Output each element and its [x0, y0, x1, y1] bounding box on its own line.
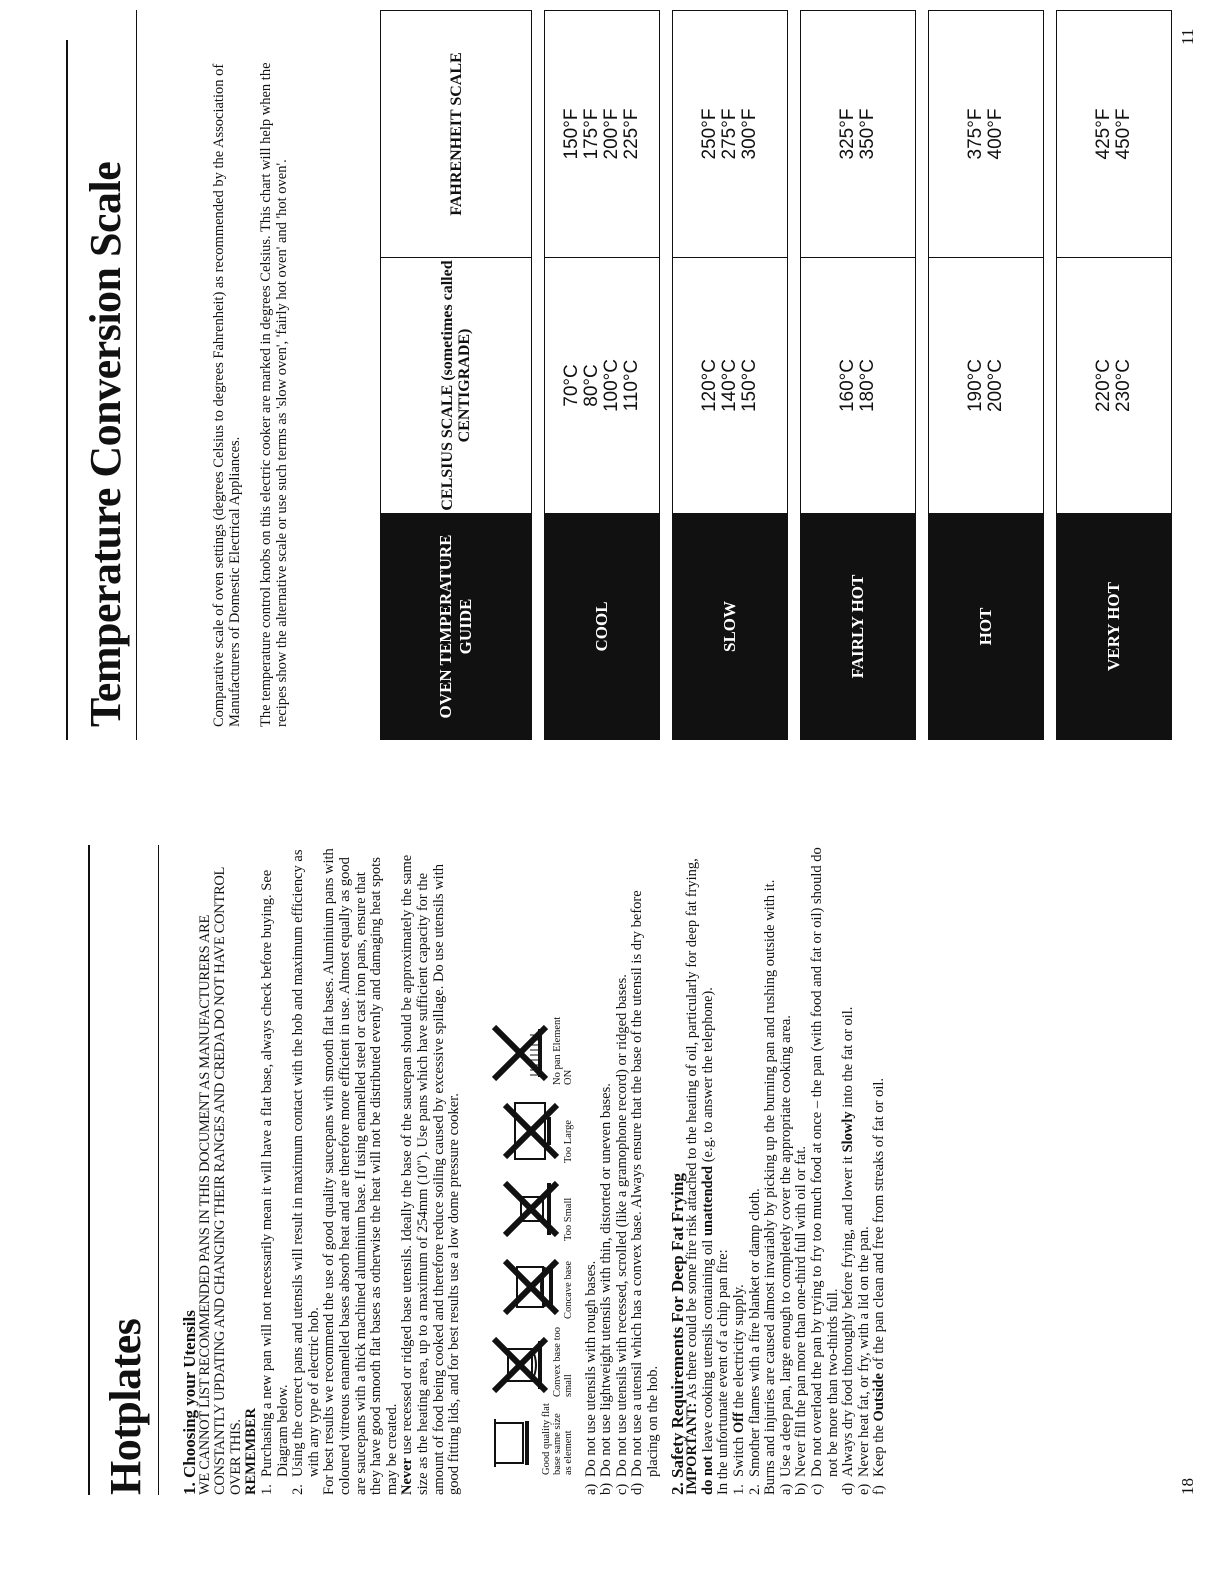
top-rule-left: [88, 845, 90, 1495]
frying-rule: [779, 845, 795, 1495]
list-text: Do not use a utensil which has a convex base. Always ensure that the base of the utensil is dry before placing on the hob.: [629, 890, 662, 1477]
celsius-cell: [545, 258, 659, 514]
fahrenheit-value: 400°F: [985, 108, 1006, 160]
convex-pan-icon: [488, 1333, 550, 1397]
celsius-cell: [1057, 258, 1171, 514]
header-guide: OVEN TEMPERATURE GUIDE: [381, 514, 531, 739]
list-marker: c): [809, 1483, 825, 1495]
list-marker: 1.: [258, 1484, 275, 1495]
list-marker: 1.: [731, 1484, 748, 1495]
list-text: Switch Off the electricity supply.: [731, 1284, 748, 1477]
list-marker: 2.: [290, 1484, 307, 1495]
list-text: Use a deep pan, large enough to completely cover the appropriate cooking area.: [777, 1015, 794, 1477]
chip-pan-intro: In the unfortunate event of a chip pan fire:: [715, 1249, 732, 1495]
remember-list: [260, 845, 322, 1495]
temperature-intro: [212, 27, 290, 727]
frying-rule: [810, 845, 841, 1495]
fahrenheit-value: 175°F: [581, 108, 602, 160]
pan-figure: [499, 1169, 574, 1241]
celsius-value: 160°C: [837, 358, 858, 413]
intro-paragraph-2: The temperature control knobs on this electric cooker are marked in degrees Celsius. This chart will help when the recipes show the alternative scale or use such terms as 'slow oven', 'fairly hot oven' and 'hot oven'.: [258, 62, 290, 727]
fahrenheit-value: 225°F: [621, 108, 642, 160]
table-row: [672, 10, 788, 740]
celsius-value: 220°C: [1093, 358, 1114, 413]
large-pan-icon: [499, 1099, 561, 1163]
frying-rule: [841, 845, 857, 1495]
celsius-value: 180°C: [857, 358, 878, 413]
title-rule-right: [136, 10, 137, 740]
chip-pan-step: [732, 845, 748, 1495]
celsius-value: 230°C: [1113, 358, 1134, 413]
pan-diagram: [477, 845, 574, 1475]
fahrenheit-value: 300°F: [739, 108, 760, 160]
chip-pan-steps: [732, 845, 763, 1495]
important-notice: IMPORTANT: As there could be some fire risk attached to the heating of oil, particularly for deep fat frying, do not leave cooking utensils containing oil unattended (e.g. to answer the telephone).: [684, 858, 716, 1495]
pan-caption: Too Small: [562, 1197, 574, 1241]
list-marker: b): [598, 1482, 615, 1495]
frying-rule: [794, 845, 810, 1495]
pan-caption: Concave base: [562, 1260, 574, 1319]
list-marker: d): [629, 1482, 646, 1495]
fahrenheit-value: 275°F: [719, 108, 740, 160]
celsius-value: 200°C: [985, 358, 1006, 413]
list-marker: a): [777, 1483, 794, 1495]
page-number-right: 11: [1178, 28, 1197, 45]
frying-rule: [872, 845, 888, 1495]
oven-guide-cell: VERY HOT: [1057, 514, 1171, 739]
pan-figure: [488, 1325, 574, 1397]
section1-para2: Never use recessed or ridged base utensils. Ideally the base of the saucepan should be approximately the same size as the heating area, up to a maximum of 254mm (10"). Use pans which have sufficient capacity for the amount of food being cooked and therefore reduce soiling caused by excessive spillage. Do use utensils with good fitting lids, and for best results use a low dome pressure cooker.: [399, 854, 463, 1495]
table-row: [800, 10, 916, 740]
list-text: Do not use utensils with rough bases.: [582, 1260, 599, 1477]
list-marker: d): [840, 1482, 857, 1495]
element-on-icon: [488, 1021, 550, 1085]
list-marker: a): [582, 1483, 599, 1495]
list-text: Smother flames with a fire blanket or damp cloth.: [746, 1188, 763, 1477]
dont-item: [584, 845, 600, 1495]
oven-guide-cell: SLOW: [673, 514, 787, 739]
list-marker: f): [871, 1485, 888, 1495]
fahrenheit-value: 250°F: [699, 108, 720, 160]
celsius-cell: [801, 258, 915, 514]
page-number-left: 18: [1178, 1478, 1197, 1495]
fahrenheit-value: 450°F: [1113, 108, 1134, 160]
dont-item: [615, 845, 631, 1495]
remember-label: REMEMBER: [243, 1408, 260, 1495]
fahrenheit-cell: [545, 11, 659, 258]
pan-figure: [499, 1091, 574, 1163]
fahrenheit-cell: [929, 11, 1043, 258]
hotplates-title: Hotplates: [101, 1318, 150, 1495]
fahrenheit-value: 200°F: [601, 108, 622, 160]
celsius-value: 150°C: [739, 358, 760, 413]
table-row: [1056, 10, 1172, 740]
chip-pan-step: [748, 845, 764, 1495]
section1-para1: For best results we recommend the use of good quality saucepans with smooth flat bases. Aluminium pans with coloured vitreous enamelled bases absorb heat and are therefore more efficient in use. Almost equally as good are saucepans with a thick machined aluminium base. If using enamelled steel or cast iron pans, ensure that they have good smooth flat bases as otherwise the heat will not be distributed evenly and damaging heat spots may be created.: [321, 848, 400, 1495]
intro-paragraph-1: Comparative scale of oven settings (degrees Celsius to degrees Fahrenheit) as recommended by the Association of Manufacturers of Domestic Electrical Appliances.: [211, 63, 243, 727]
frying-rules: [779, 845, 888, 1495]
table-row: [928, 10, 1044, 740]
list-marker: c): [613, 1483, 630, 1495]
pan-caption: Good quality flat base same size as element: [540, 1403, 574, 1475]
pan-caption: Convex base too small: [551, 1327, 574, 1397]
section2-heading: 2. Safety Requirements For Deep Fat Frying: [667, 1173, 687, 1495]
oven-guide-cell: FAIRLY HOT: [801, 514, 915, 739]
celsius-cell: [673, 258, 787, 514]
list-text: Never heat fat, or fry, with a lid on the pan.: [855, 1226, 872, 1477]
fahrenheit-value: 425°F: [1093, 108, 1114, 160]
title-rule-left: [158, 845, 159, 1495]
section1-intro: WE CANNOT LIST RECOMMENDED PANS IN THIS DOCUMENT AS MANUFACTURERS ARE CONSTANTLY UPDATING AND CHANGING THEIR RANGES AND CREDA DO NOT HAVE CONTROL OVER THIS.: [196, 867, 244, 1495]
celsius-value: 120°C: [699, 358, 720, 413]
temperature-table: [380, 10, 1184, 740]
list-text: Never fill the pan more than one-third full with oil or fat.: [793, 1146, 810, 1477]
pan-figure: [499, 1247, 574, 1319]
pan-figure: [477, 1403, 574, 1475]
celsius-value: 70°C: [561, 364, 582, 407]
dont-item: [599, 845, 615, 1495]
celsius-value: 80°C: [581, 364, 602, 407]
concave-pan-icon: [499, 1255, 561, 1319]
celsius-cell: [929, 258, 1043, 514]
good-pan-icon: [477, 1411, 539, 1475]
list-marker: 2.: [746, 1484, 763, 1495]
fahrenheit-value: 150°F: [561, 108, 582, 160]
list-text: Using the correct pans and utensils will result in maximum contact with the hob and maximum efficiency as with any type of electric hob.: [290, 849, 322, 1477]
pan-caption: No pan Element ON: [551, 1016, 574, 1085]
top-rule-right: [66, 40, 68, 740]
fahrenheit-cell: [801, 11, 915, 258]
hotplates-body: [182, 845, 888, 1495]
dont-item: [630, 845, 661, 1495]
temperature-title: Temperature Conversion Scale: [81, 161, 130, 727]
fahrenheit-value: 350°F: [857, 108, 878, 160]
fahrenheit-value: 375°F: [965, 108, 986, 160]
celsius-value: 190°C: [965, 358, 986, 413]
fahrenheit-value: 325°F: [837, 108, 858, 160]
list-text: Keep the Outside of the pan clean and free from streaks of fat or oil.: [871, 1077, 888, 1477]
list-text: Do not use utensils with recessed, scrolled (like a gramophone record) or ridged bases.: [613, 974, 630, 1477]
oven-guide-cell: COOL: [545, 514, 659, 739]
header-fahrenheit: FAHRENHEIT SCALE: [381, 11, 531, 258]
celsius-value: 140°C: [719, 358, 740, 413]
pan-caption: Too Large: [562, 1119, 574, 1163]
table-body: [544, 10, 1172, 740]
fahrenheit-cell: [1057, 11, 1171, 258]
pan-figure: [488, 1013, 574, 1085]
remember-item: [260, 845, 291, 1495]
frying-rule: [857, 845, 873, 1495]
section1-heading: 1. Choosing your Utensils: [180, 1310, 199, 1495]
list-text: Purchasing a new pan will not necessarily mean it will have a flat base, always check before buying. See Diagram below.: [258, 869, 291, 1477]
header-celsius: CELSIUS SCALE (sometimes called CENTIGRADE): [381, 258, 531, 514]
fahrenheit-cell: [673, 11, 787, 258]
list-marker: e): [855, 1483, 872, 1495]
table-header-row: [380, 10, 532, 740]
list-text: Do not overload the pan by trying to fry too much food at once – the pan (with food and fat or oil) should do not be more than two-thirds full.: [809, 847, 841, 1477]
burns-text: Burns and injuries are caused almost invariably by picking up the burning pan and rushing outside with it.: [762, 879, 779, 1495]
small-pan-icon: [499, 1177, 561, 1241]
list-text: Do not use lightweight utensils with thin, distorted or uneven bases.: [598, 1083, 615, 1477]
celsius-value: 100°C: [601, 358, 622, 413]
table-row: [544, 10, 660, 740]
list-marker: b): [793, 1482, 810, 1495]
donts-list: [584, 845, 662, 1495]
list-text: Always dry food thoroughly before frying, and lower it Slowly into the fat or oil.: [840, 1006, 857, 1477]
remember-item: [291, 845, 322, 1495]
celsius-value: 110°C: [621, 359, 642, 412]
oven-guide-cell: HOT: [929, 514, 1043, 739]
